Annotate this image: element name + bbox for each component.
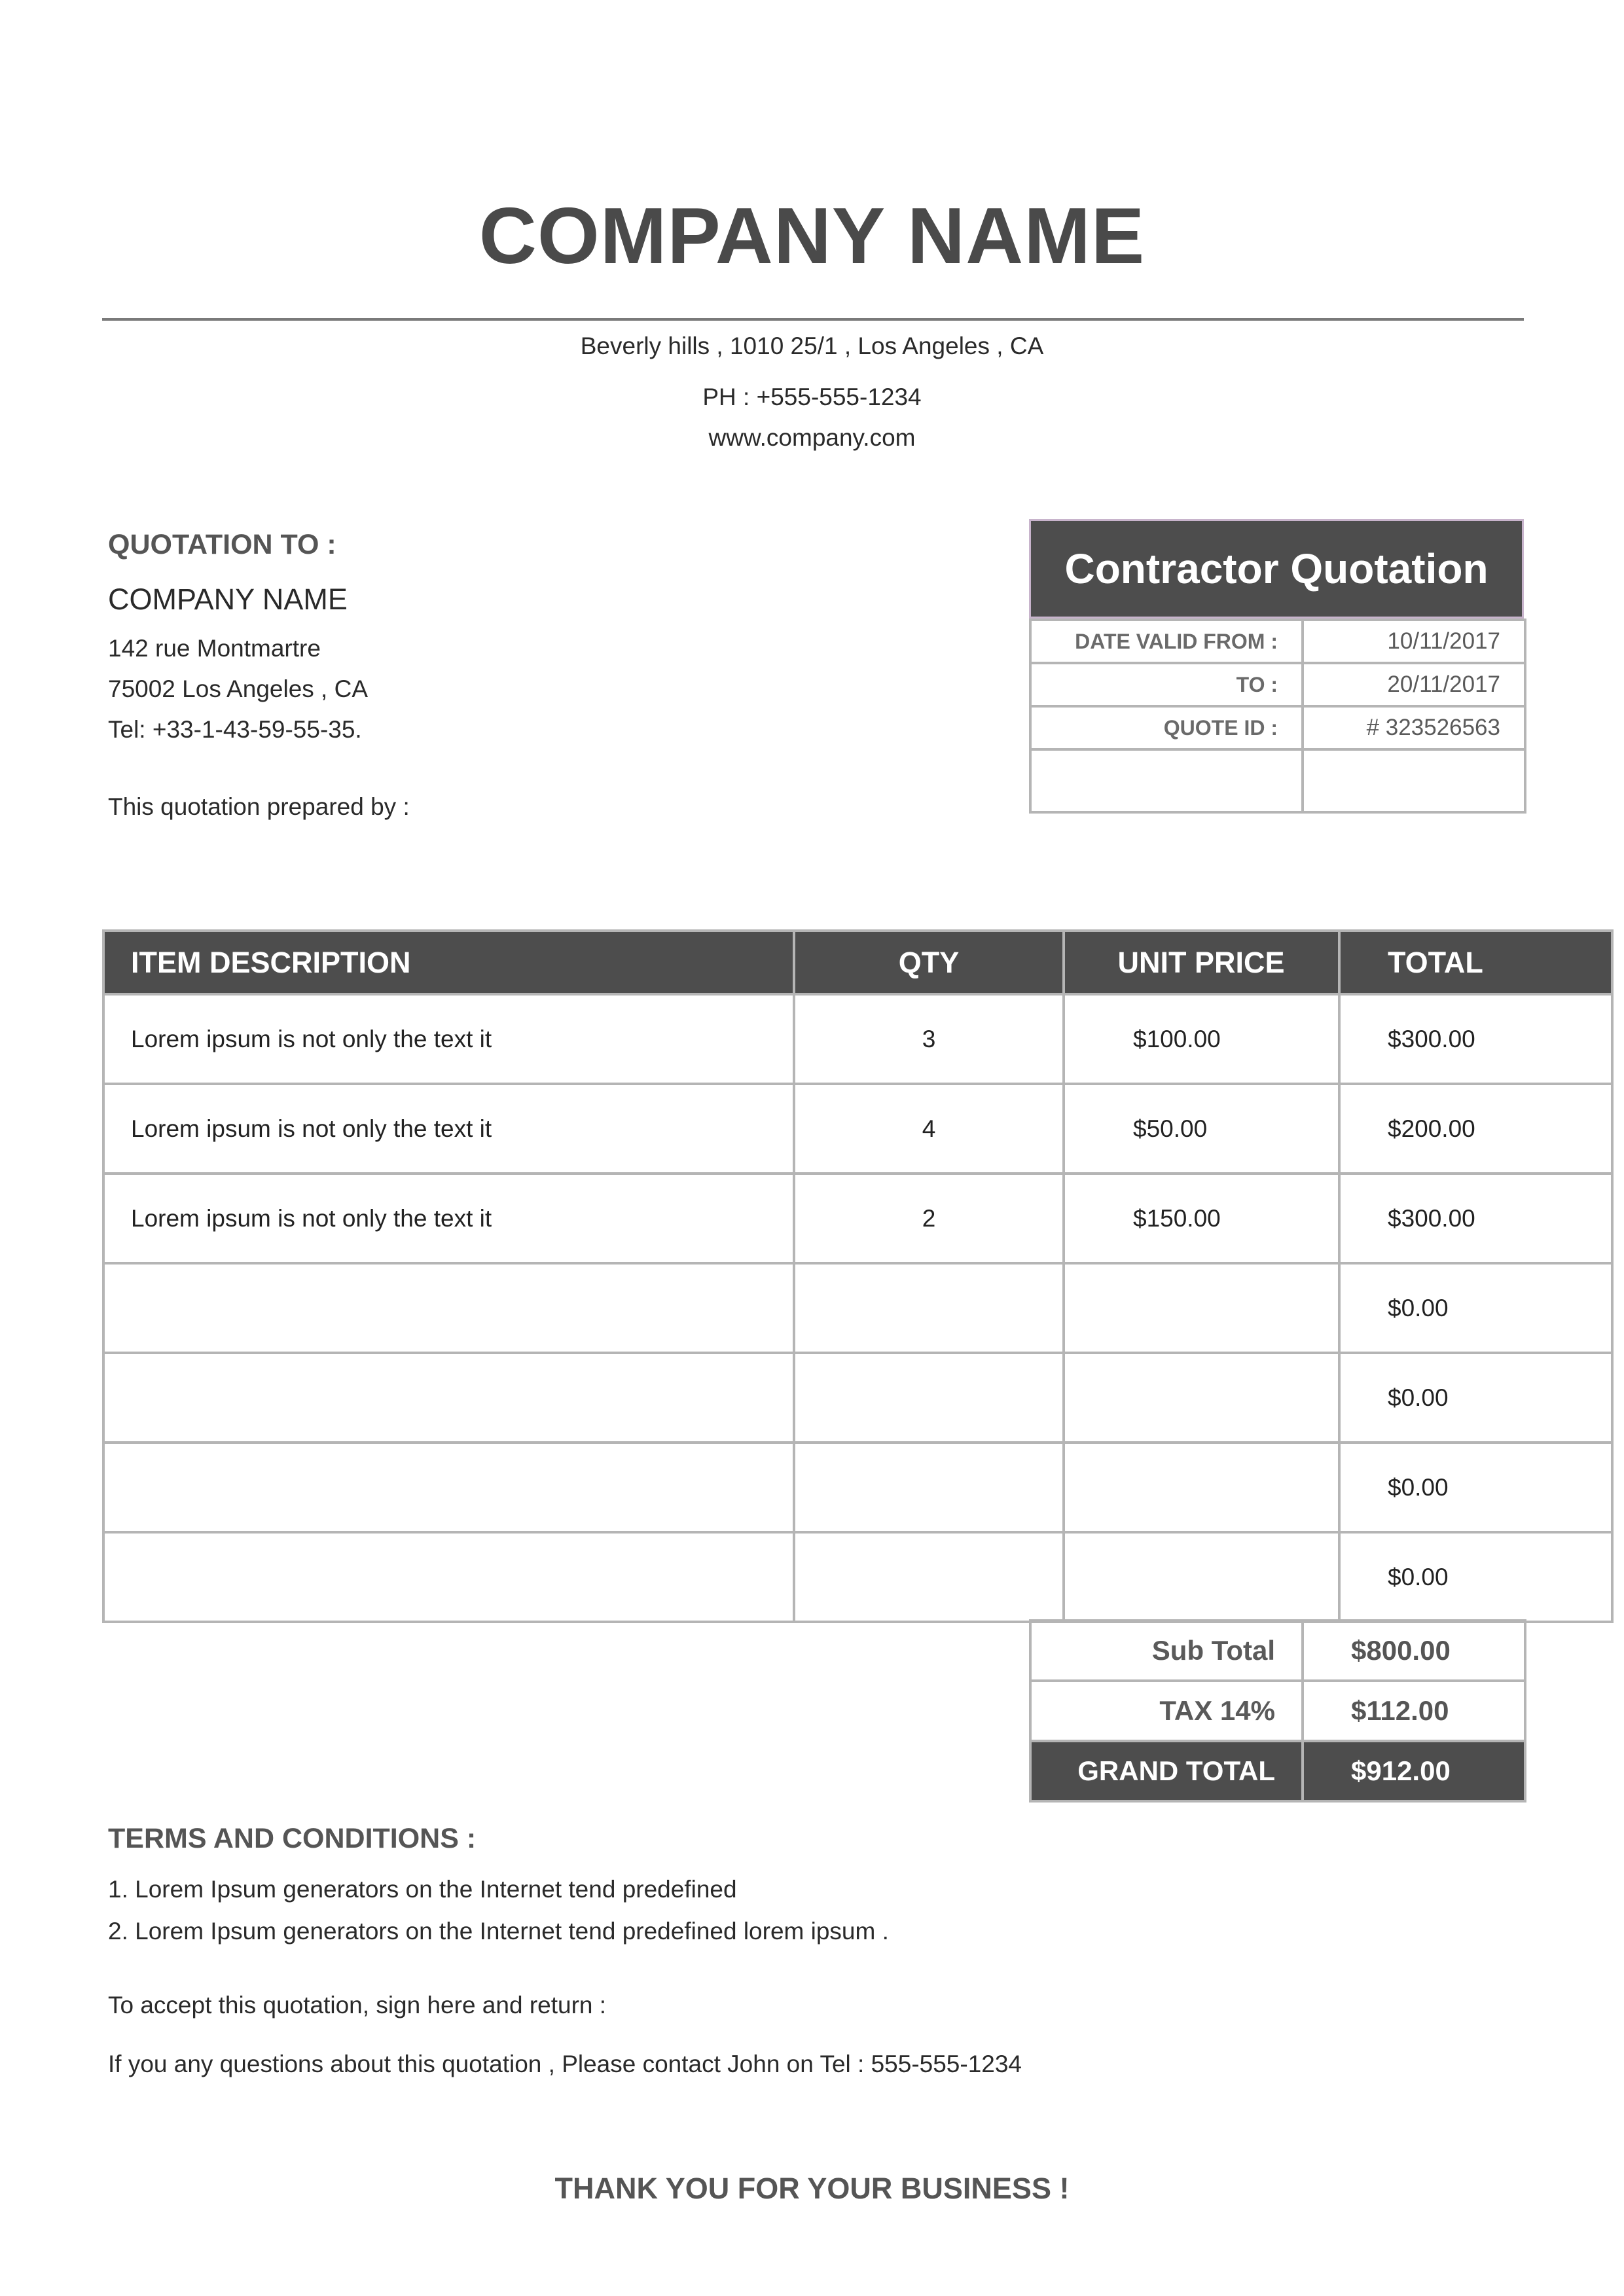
grand-total-label: GRAND TOTAL xyxy=(1030,1741,1303,1801)
quotation-to-label: QUOTATION TO : xyxy=(108,529,336,560)
header-total: TOTAL xyxy=(1339,931,1612,994)
terms-line-1: 1. Lorem Ipsum generators on the Internet tend predefined xyxy=(108,1876,737,1903)
client-company-name: COMPANY NAME xyxy=(108,583,348,616)
header-unit-price: UNIT PRICE xyxy=(1064,931,1339,994)
item-unit-price: $100.00 xyxy=(1064,994,1339,1084)
totals-table xyxy=(1029,1619,1526,1803)
table-row xyxy=(103,1532,1612,1622)
quote-id-value: # 323526563 xyxy=(1303,706,1525,749)
items-header-row xyxy=(103,931,1612,994)
client-city: 75002 Los Angeles , CA xyxy=(108,675,369,702)
item-total: $0.00 xyxy=(1339,1353,1612,1443)
item-description: Lorem ipsum is not only the text it xyxy=(103,1174,794,1263)
grand-total-value: $912.00 xyxy=(1303,1741,1525,1801)
item-qty xyxy=(794,1532,1064,1622)
company-phone: PH : +555-555-1234 xyxy=(702,384,922,410)
date-valid-from-label: DATE VALID FROM : xyxy=(1030,620,1303,663)
terms-title: TERMS AND CONDITIONS : xyxy=(108,1823,477,1854)
items-table xyxy=(102,929,1614,1623)
table-row xyxy=(103,994,1612,1084)
company-name-title: COMPANY NAME xyxy=(478,191,1146,280)
accept-instruction: To accept this quotation, sign here and return : xyxy=(108,1992,607,2018)
item-total: $300.00 xyxy=(1339,994,1612,1084)
item-description xyxy=(103,1263,794,1353)
tax-row xyxy=(1030,1681,1525,1741)
item-description xyxy=(103,1443,794,1532)
subtotal-label: Sub Total xyxy=(1030,1621,1303,1681)
item-unit-price: $150.00 xyxy=(1064,1174,1339,1263)
tax-value: $112.00 xyxy=(1303,1681,1525,1741)
item-description xyxy=(103,1353,794,1443)
company-address: Beverly hills , 1010 25/1 , Los Angeles , CA xyxy=(580,332,1044,359)
item-qty xyxy=(794,1263,1064,1353)
table-row xyxy=(103,1443,1612,1532)
date-valid-from-value: 10/11/2017 xyxy=(1303,620,1525,663)
tax-label: TAX 14% xyxy=(1030,1681,1303,1741)
header-item-description: ITEM DESCRIPTION xyxy=(103,931,794,994)
table-row xyxy=(103,1174,1612,1263)
item-qty: 3 xyxy=(794,994,1064,1084)
item-total: $200.00 xyxy=(1339,1084,1612,1174)
empty-cell xyxy=(1303,749,1525,812)
prepared-by: This quotation prepared by : xyxy=(108,793,410,820)
company-website: www.company.com xyxy=(708,424,916,451)
item-qty xyxy=(794,1353,1064,1443)
item-total: $300.00 xyxy=(1339,1174,1612,1263)
subtotal-value: $800.00 xyxy=(1303,1621,1525,1681)
grand-total-row xyxy=(1030,1741,1525,1801)
client-street: 142 rue Montmartre xyxy=(108,635,321,662)
quote-info-row xyxy=(1030,706,1525,749)
quote-info-empty-row xyxy=(1030,749,1525,812)
item-total: $0.00 xyxy=(1339,1443,1612,1532)
client-tel: Tel: +33-1-43-59-55-35. xyxy=(108,716,362,743)
subtotal-row xyxy=(1030,1621,1525,1681)
date-to-label: TO : xyxy=(1030,663,1303,706)
item-unit-price xyxy=(1064,1263,1339,1353)
item-description: Lorem ipsum is not only the text it xyxy=(103,994,794,1084)
item-qty: 2 xyxy=(794,1174,1064,1263)
item-description: Lorem ipsum is not only the text it xyxy=(103,1084,794,1174)
table-row xyxy=(103,1084,1612,1174)
empty-cell xyxy=(1030,749,1303,812)
date-to-value: 20/11/2017 xyxy=(1303,663,1525,706)
quote-box-title: Contractor Quotation xyxy=(1029,519,1524,619)
item-total: $0.00 xyxy=(1339,1263,1612,1353)
terms-line-2: 2. Lorem Ipsum generators on the Internet tend predefined lorem ipsum . xyxy=(108,1918,889,1945)
item-unit-price xyxy=(1064,1443,1339,1532)
item-total: $0.00 xyxy=(1339,1532,1612,1622)
item-unit-price xyxy=(1064,1532,1339,1622)
item-qty: 4 xyxy=(794,1084,1064,1174)
header-divider xyxy=(102,318,1524,321)
quote-id-label: QUOTE ID : xyxy=(1030,706,1303,749)
thank-you-message: THANK YOU FOR YOUR BUSINESS ! xyxy=(554,2172,1070,2205)
quote-info-table xyxy=(1029,619,1526,814)
quote-info-row xyxy=(1030,620,1525,663)
item-unit-price: $50.00 xyxy=(1064,1084,1339,1174)
item-qty xyxy=(794,1443,1064,1532)
header-qty: QTY xyxy=(794,931,1064,994)
table-row xyxy=(103,1263,1612,1353)
item-description xyxy=(103,1532,794,1622)
questions-contact: If you any questions about this quotation , Please contact John on Tel : 555-555-1234 xyxy=(108,2051,1022,2077)
table-row xyxy=(103,1353,1612,1443)
item-unit-price xyxy=(1064,1353,1339,1443)
quote-info-row xyxy=(1030,663,1525,706)
